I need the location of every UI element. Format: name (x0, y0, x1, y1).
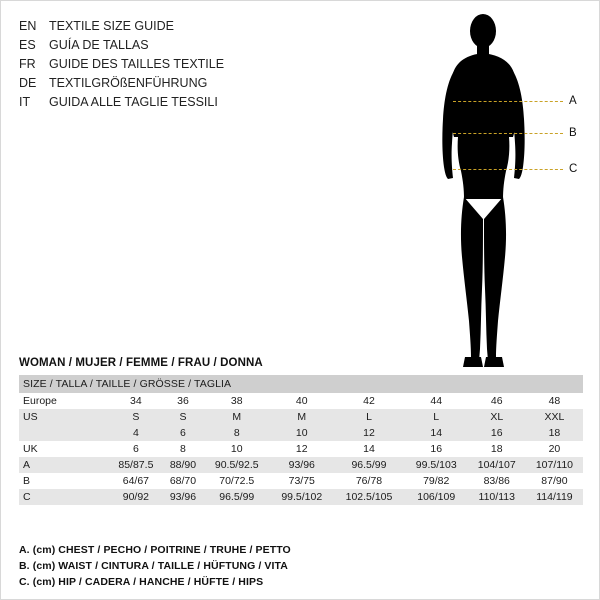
legend-line-a: A. (cm) CHEST / PECHO / POITRINE / TRUHE / PETTO (19, 544, 291, 556)
cell: 14 (333, 441, 405, 457)
cell: 8 (163, 441, 203, 457)
table-row (19, 473, 583, 489)
table-row (19, 409, 583, 425)
legend-line-b: B. (cm) WAIST / CINTURA / TAILLE / HÜFTUNG / VITA (19, 560, 288, 572)
cell: L (405, 409, 468, 425)
language-code: EN (19, 19, 37, 33)
language-code: ES (19, 38, 36, 52)
cell: 46 (468, 393, 526, 409)
cell: 93/96 (270, 457, 333, 473)
cell: 102.5/105 (333, 489, 405, 505)
row-label: UK (19, 441, 109, 457)
cell: 64/67 (109, 473, 163, 489)
table-row (19, 441, 583, 457)
cell: 16 (468, 425, 526, 441)
cell: 96.5/99 (333, 457, 405, 473)
cell: 79/82 (405, 473, 468, 489)
size-table (19, 375, 583, 505)
cell: 85/87.5 (109, 457, 163, 473)
cell: 99.5/103 (405, 457, 468, 473)
measure-label-a: A (569, 95, 577, 107)
cell: 16 (405, 441, 468, 457)
language-title: TEXTILE SIZE GUIDE (49, 19, 175, 33)
language-code: IT (19, 95, 31, 109)
cell: 99.5/102 (270, 489, 333, 505)
cell: 48 (526, 393, 583, 409)
cell: 110/113 (468, 489, 526, 505)
row-label (19, 425, 109, 441)
measure-label-c: C (569, 163, 578, 175)
cell: 34 (109, 393, 163, 409)
cell: 20 (526, 441, 583, 457)
cell: L (333, 409, 405, 425)
cell: 88/90 (163, 457, 203, 473)
language-title: GUIDE DES TAILLES TEXTILE (49, 57, 225, 71)
cell: 38 (203, 393, 270, 409)
cell: 83/86 (468, 473, 526, 489)
cell: S (163, 409, 203, 425)
cell: 18 (468, 441, 526, 457)
cell: 6 (109, 441, 163, 457)
language-row (19, 36, 349, 55)
cell: XXL (526, 409, 583, 425)
table-row (19, 457, 583, 473)
cell: 8 (203, 425, 270, 441)
language-code: FR (19, 57, 36, 71)
measure-label-b: B (569, 127, 577, 139)
language-row (19, 74, 349, 93)
body-figure-area (401, 9, 591, 379)
language-row (19, 55, 349, 74)
row-label: B (19, 473, 109, 489)
cell: 107/110 (526, 457, 583, 473)
cell: 93/96 (163, 489, 203, 505)
cell: 96.5/99 (203, 489, 270, 505)
cell: 14 (405, 425, 468, 441)
cell: 76/78 (333, 473, 405, 489)
language-title: GUÍA DE TALLAS (49, 38, 149, 52)
cell: 12 (270, 441, 333, 457)
cell: 73/75 (270, 473, 333, 489)
row-label: C (19, 489, 109, 505)
table-header-row (19, 375, 583, 393)
cell: S (109, 409, 163, 425)
measurement-legend (19, 542, 583, 590)
cell: 42 (333, 393, 405, 409)
cell: 68/70 (163, 473, 203, 489)
language-title-block (19, 17, 349, 112)
table-row (19, 393, 583, 409)
cell: 40 (270, 393, 333, 409)
language-title: TEXTILGRÖßENFÜHRUNG (49, 76, 208, 90)
cell: 12 (333, 425, 405, 441)
cell: 10 (270, 425, 333, 441)
language-row (19, 17, 349, 36)
language-code: DE (19, 76, 37, 90)
measure-line-b (453, 133, 563, 134)
cell: 36 (163, 393, 203, 409)
size-table-section (19, 357, 583, 505)
cell: 4 (109, 425, 163, 441)
cell: 104/107 (468, 457, 526, 473)
cell: 18 (526, 425, 583, 441)
cell: 6 (163, 425, 203, 441)
table-row (19, 489, 583, 505)
measure-line-c (453, 169, 563, 170)
female-body-silhouette-icon (401, 9, 591, 379)
row-label: Europe (19, 393, 109, 409)
table-header-label: SIZE / TALLA / TAILLE / GRÖSSE / TAGLIA (19, 375, 583, 393)
row-label: US (19, 409, 109, 425)
cell: 106/109 (405, 489, 468, 505)
table-row (19, 425, 583, 441)
table-category-title: WOMAN / MUJER / FEMME / FRAU / DONNA (19, 357, 263, 369)
row-label: A (19, 457, 109, 473)
cell: 10 (203, 441, 270, 457)
cell: 90/92 (109, 489, 163, 505)
cell: 87/90 (526, 473, 583, 489)
cell: M (203, 409, 270, 425)
legend-line-c: C. (cm) HIP / CADERA / HANCHE / HÜFTE / HIPS (19, 576, 264, 588)
cell: M (270, 409, 333, 425)
cell: XL (468, 409, 526, 425)
cell: 70/72.5 (203, 473, 270, 489)
cell: 44 (405, 393, 468, 409)
language-row (19, 93, 349, 112)
cell: 114/119 (526, 489, 583, 505)
cell: 90.5/92.5 (203, 457, 270, 473)
language-title: GUIDA ALLE TAGLIE TESSILI (49, 95, 218, 109)
measure-line-a (453, 101, 563, 102)
